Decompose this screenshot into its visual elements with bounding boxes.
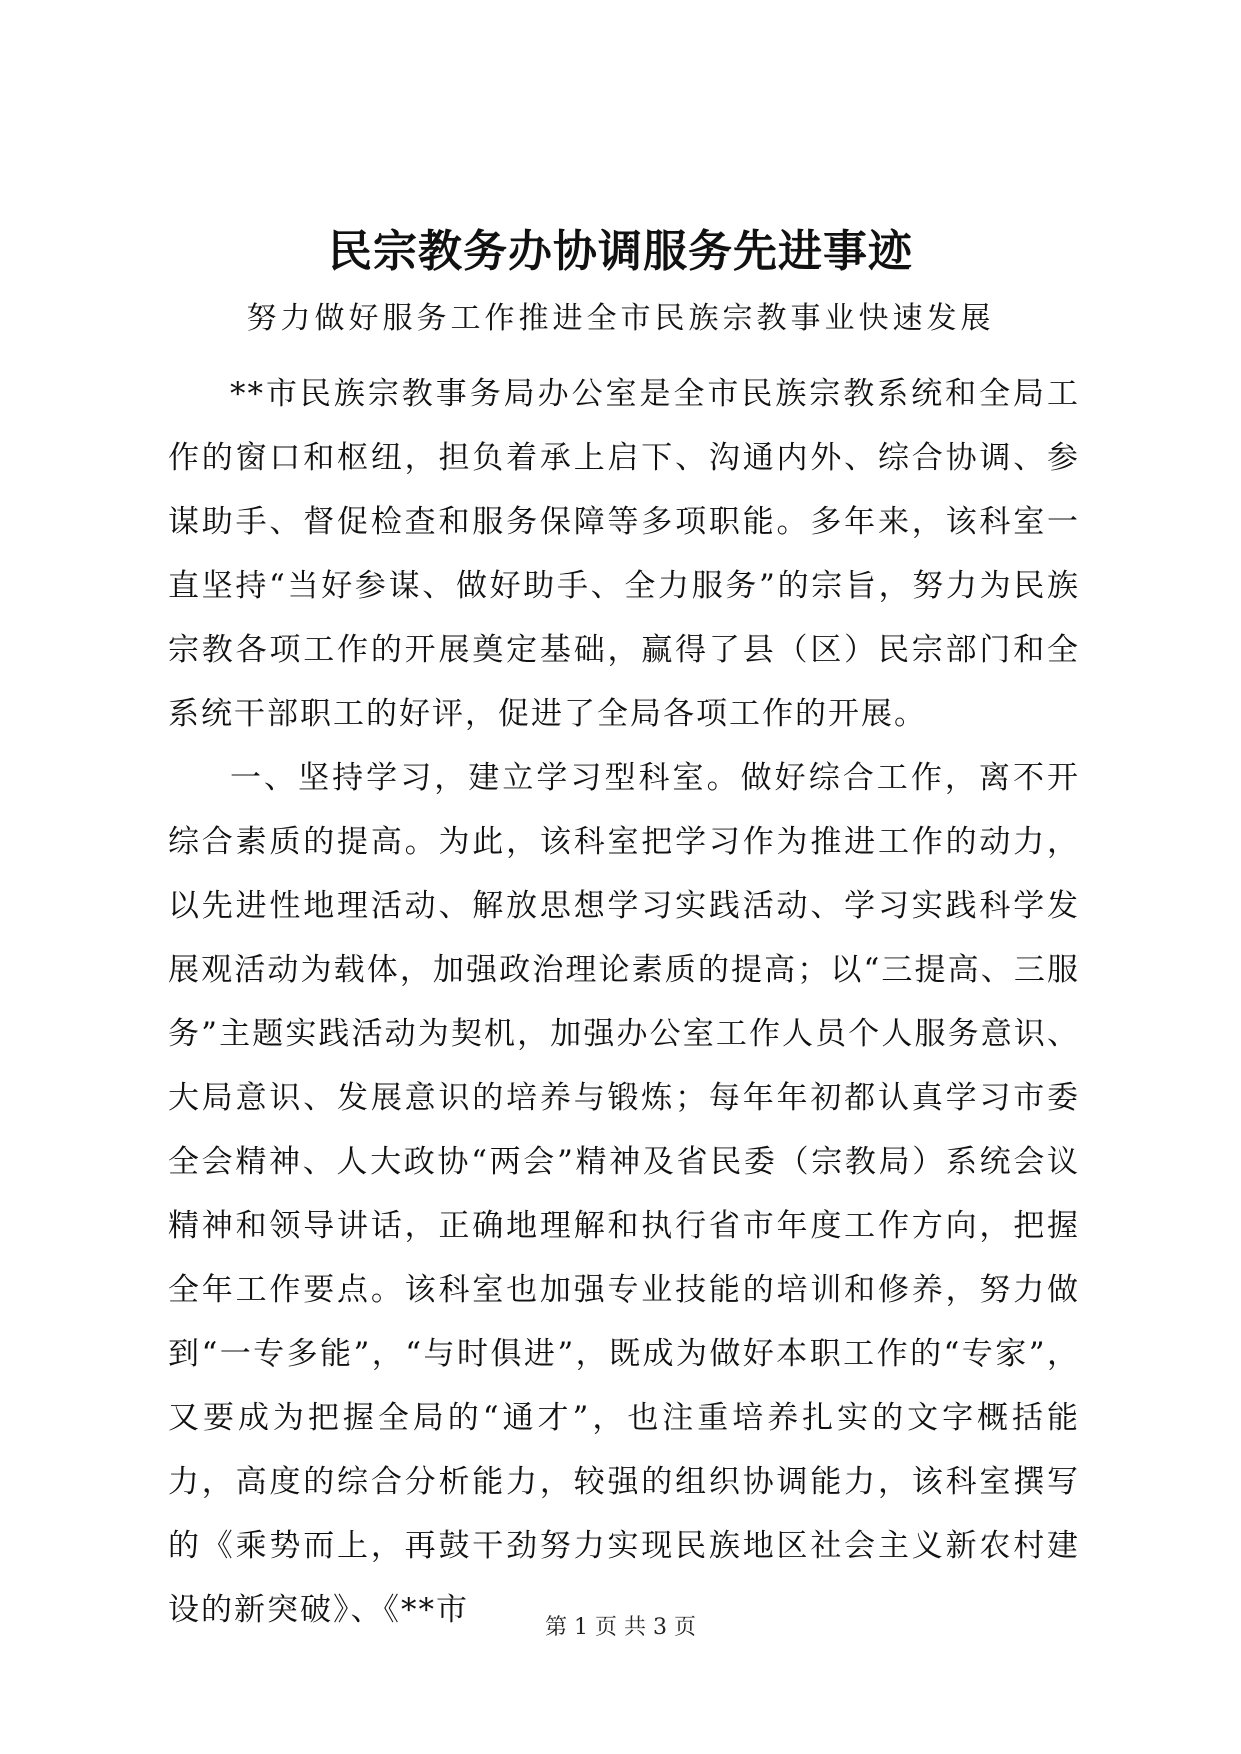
paragraph-section-one: 一、坚持学习，建立学习型科室。做好综合工作，离不开综合素质的提高。为此，该科室把学习作为推进工作的动力，以先进性地理活动、解放思想学习实践活动、学习实践科学发展观活动为载体，加强政治理论素质的提高；以“三提高、三服务”主题实践活动为契机，加强办公室工作人员个人服务意识、大局意识、发展意识的培养与锻炼；每年年初都认真学习市委全会精神、人大政协“两会”精神及省民委（宗教局）系统会议精神和领导讲话，正确地理解和执行省市年度工作方向，把握全年工作要点。该科室也加强专业技能的培训和修养，努力做到“一专多能”，“与时俱进”，既成为做好本职工作的“专家”，又要成为把握全局的“通才”，也注重培养扎实的文字概括能力，高度的综合分析能力，较强的组织协调能力，该科室撰写的《乘势而上，再鼓干劲努力实现民族地区社会主义新农村建设的新突破》、《**市 bbox=[168, 760, 1080, 1628]
document-body bbox=[168, 362, 1080, 1642]
document-title: 民宗教务办协调服务先进事迹 bbox=[328, 226, 913, 277]
paragraph-intro: **市民族宗教事务局办公室是全市民族宗教系统和全局工作的窗口和枢纽，担负着承上启下、沟通内外、综合协调、参谋助手、督促检查和服务保障等多项职能。多年来，该科室一直坚持“当好参谋、做好助手、全力服务”的宗旨，努力为民族宗教各项工作的开展奠定基础，赢得了县（区）民宗部门和全系统干部职工的好评，促进了全局各项工作的开展。 bbox=[168, 376, 1080, 732]
page-number: 第 1 页 共 3 页 bbox=[545, 1615, 696, 1640]
document-subtitle: 努力做好服务工作推进全市民族宗教事业快速发展 bbox=[246, 301, 995, 336]
